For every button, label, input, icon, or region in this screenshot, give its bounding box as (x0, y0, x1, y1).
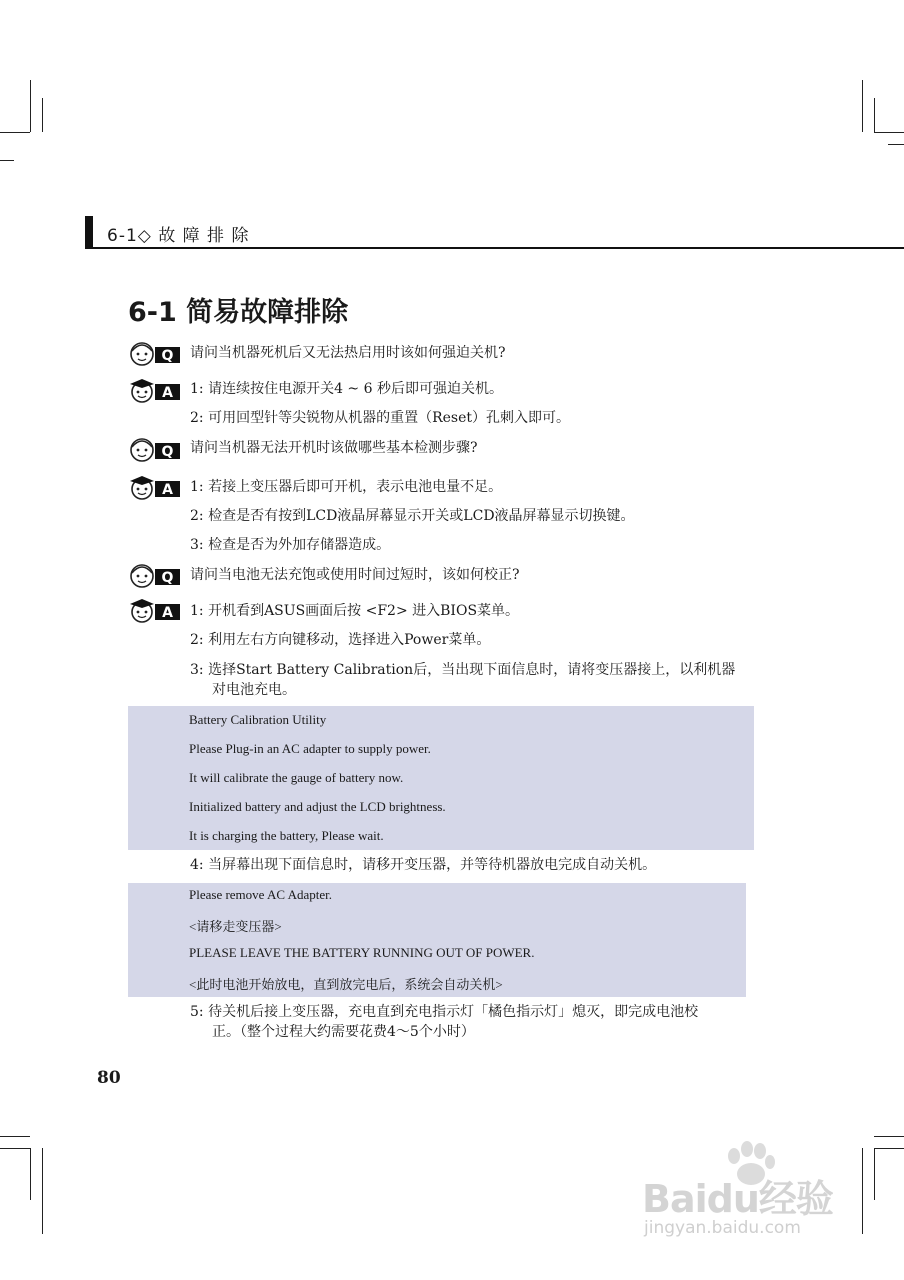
crop-mark (874, 1148, 904, 1149)
watermark-url: jingyan.baidu.com (644, 1218, 801, 1238)
answer-step: 2: 利用左右方向键移动，选择进入Power菜单。 (190, 632, 491, 648)
page-number: 80 (97, 1068, 121, 1088)
screen-message-line: Battery Calibration Utility (189, 712, 327, 727)
answer-step: 3: 检查是否为外加存储器造成。 (190, 537, 391, 553)
screen-message-line: It is charging the battery, Please wait. (189, 828, 384, 843)
header-bar (85, 216, 93, 248)
crop-mark (888, 144, 904, 145)
screen-message-line: <请移走变压器> (189, 919, 282, 934)
answer-step-continued: 对电池充电。 (212, 682, 296, 698)
question-badge-icon (128, 341, 182, 367)
screen-message-line: It will calibrate the gauge of battery now. (189, 770, 404, 785)
crop-mark (862, 1148, 863, 1234)
svg-text:A: A (162, 605, 173, 621)
screen-message-line: Please Plug-in an AC adapter to supply power. (189, 741, 431, 756)
answer-step: 1: 若接上变压器后即可开机，表示电池电量不足。 (190, 479, 503, 495)
question-badge-icon (128, 563, 182, 589)
answer-step: 3: 选择Start Battery Calibration后，当出现下面信息时，请将变压器接上，以利机器 (190, 662, 736, 678)
screen-message-line: <此时电池开始放电，直到放完电后，系统会自动关机> (189, 977, 503, 992)
question-text: 请问当机器无法开机时该做哪些基本检测步骤? (190, 440, 478, 456)
crop-mark (874, 132, 904, 133)
crop-mark (0, 1136, 30, 1137)
answer-step-continued: 正。（整个过程大约需要花费4～5个小时） (212, 1024, 475, 1040)
answer-badge-icon (128, 474, 182, 500)
svg-text:Q: Q (161, 444, 174, 460)
crop-mark (874, 98, 875, 132)
screen-message-line: Please remove AC Adapter. (189, 887, 332, 902)
svg-text:Q: Q (161, 348, 174, 364)
question-badge-icon (128, 437, 182, 463)
crop-mark (0, 160, 14, 161)
answer-badge-icon (128, 377, 182, 403)
watermark-brand: Baidu经验 (642, 1177, 833, 1221)
crop-mark (42, 98, 43, 132)
answer-step: 2: 检查是否有按到LCD液晶屏幕显示开关或LCD液晶屏幕显示切换键。 (190, 508, 635, 524)
svg-text:Q: Q (161, 570, 174, 586)
answer-step: 5: 待关机后接上变压器，充电直到充电指示灯「橘色指示灯」熄灭，即完成电池校 (190, 1004, 699, 1020)
crop-mark (30, 80, 31, 132)
crop-mark (30, 1148, 31, 1200)
crop-mark (874, 1148, 875, 1200)
crop-mark (0, 132, 30, 133)
screen-message-line: Initialized battery and adjust the LCD brightness. (189, 799, 446, 814)
crop-mark (874, 1136, 904, 1137)
answer-step: 2: 可用回型针等尖锐物从机器的重置（Reset）孔刺入即可。 (190, 410, 570, 426)
answer-step: 4: 当屏幕出现下面信息时，请移开变压器，并等待机器放电完成自动关机。 (190, 857, 657, 873)
question-text: 请问当机器死机后又无法热启用时该如何强迫关机? (190, 345, 506, 361)
screen-message-line: PLEASE LEAVE THE BATTERY RUNNING OUT OF POWER. (189, 945, 535, 960)
answer-step: 1: 开机看到ASUS画面后按 <F2> 进入BIOS菜单。 (190, 603, 520, 619)
section-header: 6-1◇ 故 障 排 除 (107, 226, 250, 246)
crop-mark (0, 1148, 30, 1149)
svg-text:A: A (162, 482, 173, 498)
header-rule (85, 247, 904, 249)
answer-step: 1: 请连续按住电源开关4 ~ 6 秒后即可强迫关机。 (190, 381, 503, 397)
section-title: 6-1 简易故障排除 (128, 297, 349, 328)
crop-mark (42, 1148, 43, 1234)
question-text: 请问当电池无法充饱或使用时间过短时，该如何校正? (190, 567, 520, 583)
answer-badge-icon (128, 597, 182, 623)
crop-mark (862, 80, 863, 132)
svg-text:A: A (162, 385, 173, 401)
